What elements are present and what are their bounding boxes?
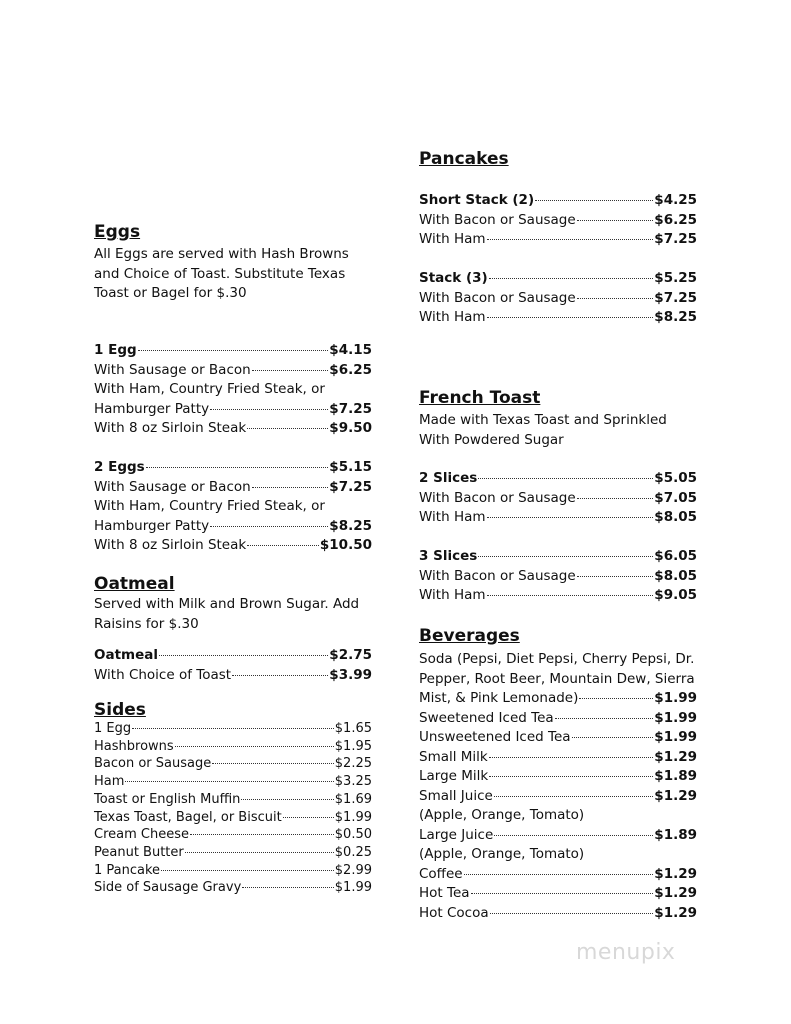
dot-leader [478, 556, 653, 557]
menu-item [94, 844, 372, 862]
menu-item [94, 879, 372, 897]
menu-item-name: Stack (3) [419, 270, 488, 286]
menu-item-price: $1.69 [334, 791, 372, 807]
menu-item-price: $1.99 [654, 709, 697, 726]
pancakes-group-2 [419, 269, 697, 328]
menu-item-price: $8.05 [654, 509, 697, 525]
menu-item-price: $1.29 [654, 885, 697, 901]
dot-leader [487, 239, 654, 240]
menu-item-price: $3.99 [329, 666, 372, 683]
dot-leader [210, 409, 328, 410]
menu-item-price: $2.75 [329, 647, 372, 663]
dot-leader [487, 317, 654, 318]
menu-item-name: Bacon or Sausage [94, 756, 212, 772]
menu-item [94, 361, 372, 381]
menu-item [419, 586, 697, 606]
dot-leader [190, 834, 334, 835]
menu-item-price: $7.25 [329, 478, 372, 495]
menu-item [419, 748, 697, 768]
dot-leader [247, 545, 319, 546]
menu-item [94, 341, 372, 361]
menu-item [419, 269, 697, 289]
menu-item-price: $1.29 [654, 904, 697, 921]
menu-item [419, 826, 697, 846]
dot-leader [283, 817, 334, 818]
dot-leader [146, 467, 329, 468]
menu-item-name: With Ham [419, 509, 486, 525]
menu-item [94, 755, 372, 773]
dot-leader [487, 517, 654, 518]
menu-item-price: $7.25 [329, 400, 372, 417]
menu-item-price: $7.05 [654, 489, 697, 506]
dot-leader [161, 870, 334, 871]
menu-item-price: $1.99 [654, 690, 697, 706]
menu-item-name: Mist, & Pink Lemonade) [419, 690, 579, 706]
menu-item-price: $6.05 [654, 548, 697, 564]
sides-heading: Sides [94, 700, 146, 720]
dot-leader [494, 796, 653, 797]
menu-item-name: Hamburger Patty [94, 517, 210, 534]
menu-item-price: $7.25 [654, 289, 697, 306]
menu-item-name: Side of Sausage Gravy [94, 880, 242, 896]
eggs-group-2 [94, 458, 372, 556]
menu-item-price: $2.99 [334, 862, 372, 878]
menu-item [94, 517, 372, 537]
menu-item-price: $9.50 [329, 420, 372, 436]
menu-item-price: $2.25 [334, 756, 372, 772]
dot-leader [125, 781, 333, 782]
menu-item-price: $1.99 [654, 729, 697, 745]
dot-leader [577, 220, 654, 221]
menu-item [94, 400, 372, 420]
menu-item-name: Large Milk [419, 768, 489, 784]
menu-item-price: $7.25 [654, 231, 697, 247]
menu-item-name: With Sausage or Bacon [94, 478, 251, 495]
menu-item-price: $1.89 [654, 826, 697, 843]
menu-item-name: Sweetened Iced Tea [419, 709, 554, 726]
dot-leader [579, 698, 653, 699]
dot-leader [175, 746, 334, 747]
menu-item-name: 1 Egg [94, 721, 132, 736]
menu-item-price: $3.25 [334, 774, 372, 790]
dot-leader [471, 893, 654, 894]
pancakes-heading: Pancakes [419, 149, 509, 169]
dot-leader [494, 835, 653, 836]
menu-item-name: Texas Toast, Bagel, or Biscuit [94, 809, 282, 825]
menu-item-price: $9.05 [654, 587, 697, 603]
menu-item-name: With Bacon or Sausage [419, 567, 576, 584]
menu-item [419, 191, 697, 211]
dot-leader [210, 526, 328, 527]
menu-item [419, 884, 697, 904]
menu-item [419, 567, 697, 587]
menu-item-name: With Choice of Toast [94, 666, 232, 683]
oatmeal-note: Served with Milk and Brown Sugar. Add Raisins for $.30 [94, 596, 360, 632]
menu-text-line: With Ham, Country Fried Steak, or [94, 498, 325, 514]
menu-item-name: 2 Eggs [94, 459, 145, 475]
menu-item-price: $6.25 [329, 361, 372, 378]
menu-item [94, 862, 372, 880]
menu-item-name: Unsweetened Iced Tea [419, 729, 571, 745]
dot-leader [132, 728, 334, 729]
french-toast-group-1 [419, 469, 697, 528]
menu-item-price: $5.25 [654, 270, 697, 286]
menu-item-name: With Ham [419, 231, 486, 247]
menu-item-price: $1.65 [334, 721, 372, 736]
menu-item-name: With Sausage or Bacon [94, 361, 251, 378]
dot-leader [555, 718, 654, 719]
menu-item [419, 767, 697, 787]
menu-item [94, 458, 372, 478]
menu-item [94, 720, 372, 738]
dot-leader [487, 595, 654, 596]
dot-leader [535, 200, 653, 201]
dot-leader [489, 278, 654, 279]
french-toast-heading: French Toast [419, 388, 541, 408]
sides-items [94, 720, 372, 897]
menu-item-name: Hot Cocoa [419, 904, 489, 921]
menu-item [94, 791, 372, 809]
oatmeal-items [94, 646, 372, 685]
menu-item [94, 536, 372, 556]
menu-item-name: Hot Tea [419, 885, 470, 901]
menu-item [94, 666, 372, 686]
menu-text-line: With Ham, Country Fried Steak, or [94, 381, 325, 397]
menu-item-price: $10.50 [319, 537, 372, 553]
menu-item [419, 508, 697, 528]
menu-item-name: 1 Egg [94, 342, 137, 358]
menu-item [419, 709, 697, 729]
menu-item [419, 689, 697, 709]
menu-item [94, 478, 372, 498]
menu-item-price: $1.95 [334, 738, 372, 754]
dot-leader [464, 874, 654, 875]
menu-item [419, 469, 697, 489]
menu-item [419, 289, 697, 309]
menu-item-name: With Bacon or Sausage [419, 289, 576, 306]
menu-text-line: Pepper, Root Beer, Mountain Dew, Sierra [419, 670, 695, 687]
menu-item-price: $1.29 [654, 787, 697, 804]
menu-item-price: $0.25 [334, 844, 372, 860]
menu-item [94, 646, 372, 666]
menu-item [419, 308, 697, 328]
dot-leader [577, 498, 654, 499]
dot-leader [577, 298, 654, 299]
menu-item [419, 787, 697, 807]
dot-leader [252, 370, 329, 371]
menu-item-price: $1.99 [334, 880, 372, 896]
oatmeal-heading: Oatmeal [94, 574, 175, 594]
menu-item-name: Toast or English Muffin [94, 791, 241, 807]
dot-leader [241, 799, 333, 800]
menu-item-price: $4.15 [329, 342, 372, 358]
menu-item-price: $5.05 [654, 470, 697, 486]
menu-item-price: $1.89 [654, 768, 697, 784]
menu-item-price: $5.15 [329, 459, 372, 475]
menu-item-name: With Ham [419, 309, 486, 325]
dot-leader [138, 350, 329, 351]
menu-item [419, 211, 697, 231]
french-toast-note: Made with Texas Toast and Sprinkled With Powdered Sugar [419, 412, 667, 448]
dot-leader [489, 776, 653, 777]
menu-item-name: With 8 oz Sirloin Steak [94, 537, 247, 553]
menu-text-line: (Apple, Orange, Tomato) [419, 807, 585, 823]
dot-leader [185, 852, 334, 853]
menu-item [94, 826, 372, 844]
menu-item-name: Hamburger Patty [94, 400, 210, 417]
french-toast-group-2 [419, 547, 697, 606]
menu-item [419, 865, 697, 885]
menu-item-name: Short Stack (2) [419, 192, 535, 208]
menupix-watermark: menupix [576, 940, 676, 965]
dot-leader [577, 576, 654, 577]
menu-item-name: Peanut Butter [94, 844, 184, 860]
menu-item [94, 809, 372, 827]
menu-item-price: $1.99 [334, 809, 372, 825]
menu-item-name: Cream Cheese [94, 827, 189, 843]
dot-leader [242, 887, 334, 888]
dot-leader [212, 763, 334, 764]
dot-leader [490, 913, 654, 914]
menu-item-name: 2 Slices [419, 470, 478, 486]
beverages-items [419, 650, 697, 923]
menu-item [419, 904, 697, 924]
beverages-heading: Beverages [419, 626, 520, 646]
menu-item-name: With 8 oz Sirloin Steak [94, 420, 247, 436]
menu-item-name: 3 Slices [419, 548, 478, 564]
menu-item-price: $4.25 [654, 192, 697, 208]
menu-item-price: $1.29 [654, 865, 697, 882]
eggs-note: All Eggs are served with Hash Browns and Choice of Toast. Substitute Texas Toast or Bagel for $.30 [94, 246, 349, 301]
menu-text-line: (Apple, Orange, Tomato) [419, 846, 585, 862]
menu-item-name: With Bacon or Sausage [419, 489, 576, 506]
menu-item-name: Oatmeal [94, 647, 158, 663]
menu-item-name: 1 Pancake [94, 862, 161, 878]
menu-item [419, 489, 697, 509]
menu-item-name: With Bacon or Sausage [419, 211, 576, 228]
menu-item [419, 728, 697, 748]
dot-leader [232, 675, 328, 676]
dot-leader [252, 487, 329, 488]
menu-item-price: $8.25 [329, 517, 372, 534]
eggs-heading: Eggs [94, 222, 141, 242]
dot-leader [159, 655, 328, 656]
menu-item [94, 773, 372, 791]
menu-item-name: Coffee [419, 865, 463, 882]
menu-item-price: $6.25 [654, 211, 697, 228]
menu-item [419, 547, 697, 567]
dot-leader [247, 428, 328, 429]
menu-item-price: $8.25 [654, 309, 697, 325]
menu-item-price: $8.05 [654, 567, 697, 584]
menu-item-name: Large Juice [419, 826, 494, 843]
dot-leader [478, 478, 653, 479]
menu-item [419, 230, 697, 250]
dot-leader [572, 737, 654, 738]
pancakes-group-1 [419, 191, 697, 250]
menu-item-name: Ham [94, 774, 125, 790]
menu-item-name: With Ham [419, 587, 486, 603]
menu-item-price: $0.50 [334, 827, 372, 843]
menu-item-price: $1.29 [654, 748, 697, 765]
menu-item-name: Hashbrowns [94, 738, 174, 754]
menu-item-name: Small Milk [419, 748, 488, 765]
menu-text-line: Soda (Pepsi, Diet Pepsi, Cherry Pepsi, Dr. [419, 651, 695, 667]
menu-item-name: Small Juice [419, 787, 493, 804]
menu-item [94, 419, 372, 439]
eggs-group-1 [94, 341, 372, 439]
dot-leader [489, 757, 654, 758]
menu-item [94, 738, 372, 756]
